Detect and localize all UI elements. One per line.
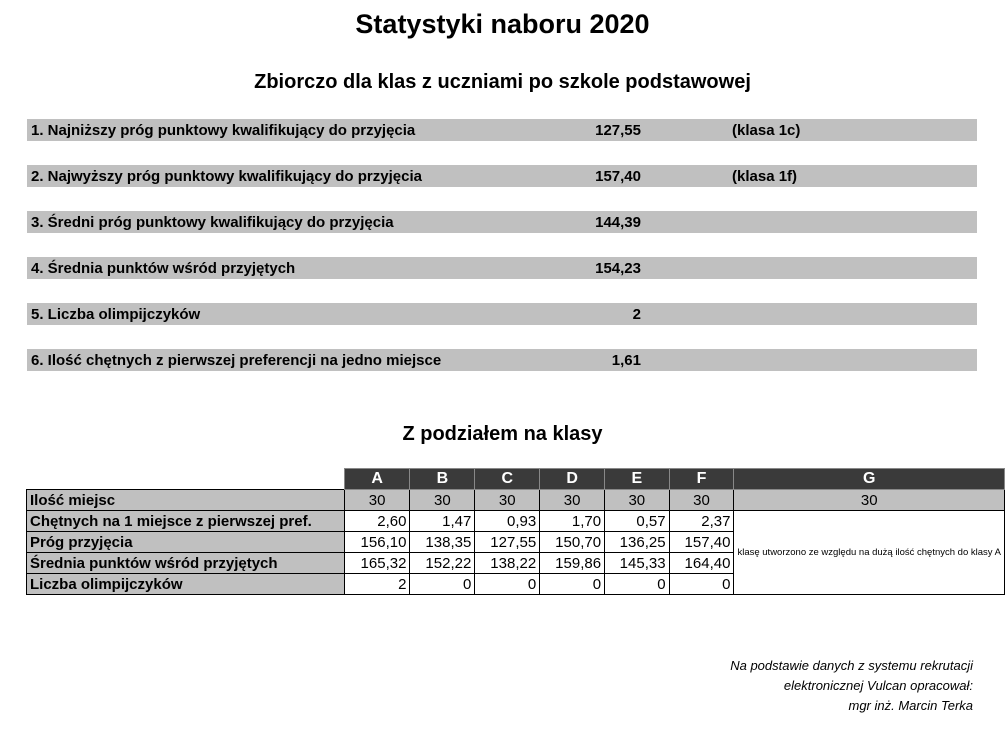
summary-row-value: 1,61 (611, 352, 641, 369)
summary-row-label: 6. Ilość chętnych z pierwszej preferencji na jedno miejsce (31, 352, 442, 369)
summary-row-label: 1. Najniższy próg punktowy kwalifikujący do przyjęcia (31, 122, 416, 139)
summary-row-value: 2 (632, 306, 641, 323)
footer-line: Na podstawie danych z systemu rekrutacji (730, 658, 973, 673)
row-label-average: Średnia punktów wśród przyjętych (27, 553, 345, 574)
summary-row-label: 5. Liczba olimpijczyków (31, 306, 201, 323)
footer-line: mgr inż. Marcin Terka (848, 698, 973, 713)
table-cell: 136,25 (605, 532, 670, 553)
classes-heading: Z podziałem na klasy (402, 423, 603, 445)
summary-row (27, 211, 977, 233)
summary-row-label: 4. Średnia punktów wśród przyjętych (31, 260, 296, 277)
table-cell: 138,35 (410, 532, 475, 553)
table-cell: 30 (344, 490, 410, 511)
column-header-b: B (410, 469, 475, 490)
table-cell: 2 (344, 574, 410, 595)
summary-row (27, 257, 977, 279)
row-label-seats: Ilość miejsc (27, 490, 345, 511)
table-cell: 159,86 (540, 553, 605, 574)
summary-row-value: 157,40 (595, 168, 641, 185)
table-cell: 165,32 (344, 553, 410, 574)
table-header-row (27, 469, 1005, 490)
table-cell: 1,70 (540, 511, 605, 532)
summary-row-note: (klasa 1f) (732, 168, 798, 185)
summary-row (27, 119, 977, 141)
table-cell: 0 (410, 574, 475, 595)
table-cell: 30 (734, 490, 1005, 511)
row-label-olympians: Liczba olimpijczyków (27, 574, 345, 595)
row-label-applicants: Chętnych na 1 miejsce z pierwszej pref. (27, 511, 345, 532)
column-header-g: G (734, 469, 1005, 490)
summary-row-value: 144,39 (595, 214, 641, 231)
summary-row-label: 3. Średni próg punktowy kwalifikujący do przyjęcia (31, 214, 394, 231)
table-cell: 30 (410, 490, 475, 511)
summary-row (27, 349, 977, 371)
table-cell: 1,47 (410, 511, 475, 532)
column-header-f: F (669, 469, 734, 490)
page-title: Statystyki naboru 2020 (355, 9, 650, 39)
summary-row (27, 303, 977, 325)
table-cell: 0 (605, 574, 670, 595)
summary-row (27, 165, 977, 187)
table-cell: 2,37 (669, 511, 734, 532)
table-cell: 30 (475, 490, 540, 511)
column-header-c: C (475, 469, 540, 490)
table-cell: 156,10 (344, 532, 410, 553)
summary-row-value: 154,23 (595, 260, 641, 277)
table-cell: 2,60 (344, 511, 410, 532)
summary-row-value: 127,55 (595, 122, 641, 139)
class-g-note: klasę utworzono ze względu na dużą ilość chętnych do klasy A (734, 511, 1005, 595)
table-cell: 152,22 (410, 553, 475, 574)
table-cell: 0 (669, 574, 734, 595)
table-row (27, 511, 1005, 532)
table-cell: 0 (475, 574, 540, 595)
table-cell: 30 (669, 490, 734, 511)
table-cell: 150,70 (540, 532, 605, 553)
table-cell: 30 (540, 490, 605, 511)
table-cell: 145,33 (605, 553, 670, 574)
row-label-threshold: Próg przyjęcia (27, 532, 345, 553)
column-header-a: A (344, 469, 410, 490)
column-header-d: D (540, 469, 605, 490)
table-corner (27, 469, 345, 490)
column-header-e: E (605, 469, 670, 490)
table-cell: 0,57 (605, 511, 670, 532)
footer-credits (730, 656, 973, 716)
summary-row-label: 2. Najwyższy próg punktowy kwalifikujący do przyjęcia (31, 168, 422, 185)
classes-table (26, 468, 1005, 595)
table-row (27, 490, 1005, 511)
table-cell: 157,40 (669, 532, 734, 553)
summary-row-note: (klasa 1c) (732, 122, 801, 139)
table-cell: 127,55 (475, 532, 540, 553)
footer-line: elektronicznej Vulcan opracował: (783, 678, 973, 693)
table-cell: 138,22 (475, 553, 540, 574)
summary-heading: Zbiorczo dla klas z uczniami po szkole podstawowej (254, 71, 751, 93)
table-cell: 0 (540, 574, 605, 595)
table-cell: 30 (605, 490, 670, 511)
table-cell: 164,40 (669, 553, 734, 574)
table-cell: 0,93 (475, 511, 540, 532)
